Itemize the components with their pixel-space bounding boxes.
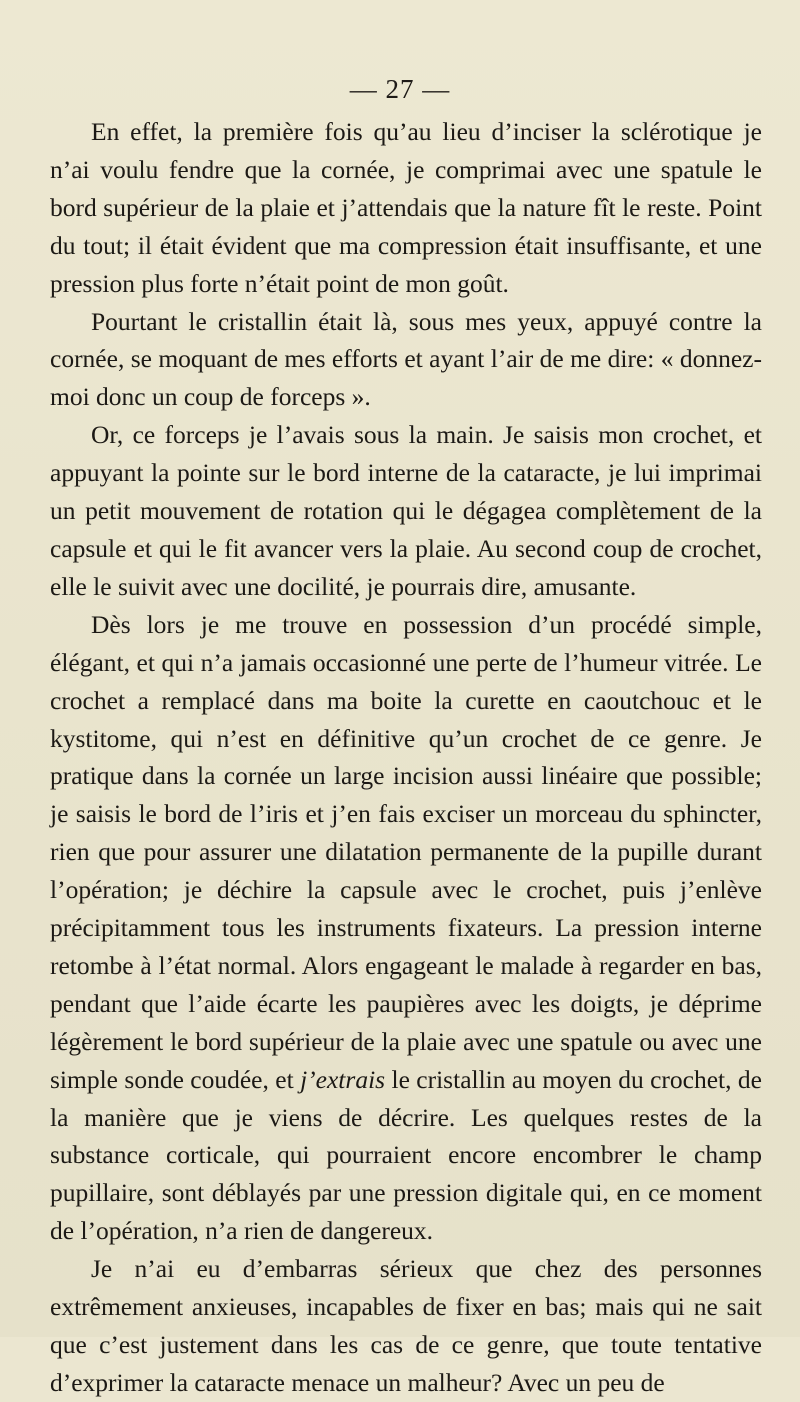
- paragraph-text-continued: le cristallin au moyen du crochet, de la manière que je viens de décrire. Les quelques restes de la substance corticale, qui pourraient encore encombrer le champ pupillaire, sont déblayés par une pression digitale qui, en ce moment de l’opération, n’a rien de dangereux.: [50, 1064, 762, 1246]
- paragraph: [50, 113, 762, 303]
- paragraph: [50, 606, 762, 1250]
- paragraph-text: Pourtant le cristallin était là, sous mes yeux, appuyé contre la cornée, se moquant de mes efforts et ayant l’air de me dire: « donnez-moi donc un coup de forceps ».: [50, 306, 762, 412]
- paragraph-text: Dès lors je me trouve en possession d’un procédé simple, élégant, et qui n’a jamais occasionné une perte de l’humeur vitrée. Le crochet a remplacé dans ma boite la curette en caoutchouc et le kystitome, qui n’est en définitive qu’un crochet de ce genre. Je pratique dans la cornée un large incision aussi linéaire que possible; je saisis le bord de l’iris et j’en fais exciser un morceau du sphincter, rien que pour assurer une dilatation permanente de la pupille durant l’opération; je déchire la capsule avec le crochet, puis j’enlève précipitamment tous les instruments fixateurs. La pression interne retombe à l’état normal. Alors engageant le malade à regarder en bas, pendant que l’aide écarte les paupières avec les doigts, je déprime légèrement le bord supérieur de la plaie avec une spatule ou avec une simple sonde coudée, et: [50, 609, 762, 1094]
- paragraph: [50, 416, 762, 606]
- paragraph-text: En effet, la première fois qu’au lieu d’inciser la sclérotique je n’ai voulu fendre que la cornée, je comprimai avec une spatule le bord supérieur de la plaie et j’attendais que la nature fît le reste. Point du tout; il était évident que ma compression était insuffisante, et une pression plus forte n’était point de mon goût.: [50, 117, 762, 298]
- page-number: — 27 —: [349, 74, 451, 104]
- body-text: [50, 113, 762, 1402]
- paragraph-text: Or, ce forceps je l’avais sous la main. Je saisis mon crochet, et appuyant la pointe sur le bord interne de la cataracte, je lui imprimai un petit mouvement de rotation qui le dégagea complètement de la capsule et qui le fit avancer vers la plaie. Au second coup de crochet, elle le suivit avec une docilité, je pourrais dire, amusante.: [50, 420, 762, 601]
- paragraph: [50, 1250, 762, 1402]
- paragraph: [50, 303, 762, 417]
- paragraph-text: Je n’ai eu d’embarras sérieux que chez des personnes extrêmement anxieuses, incapables de fixer en bas; mais qui ne sait que c’est justement dans les cas de ce genre, que toute tentative d’exprimer la cataracte menace un malheur? Avec un peu de: [50, 1254, 762, 1397]
- paragraph-italic-text: j’extrais: [300, 1064, 386, 1094]
